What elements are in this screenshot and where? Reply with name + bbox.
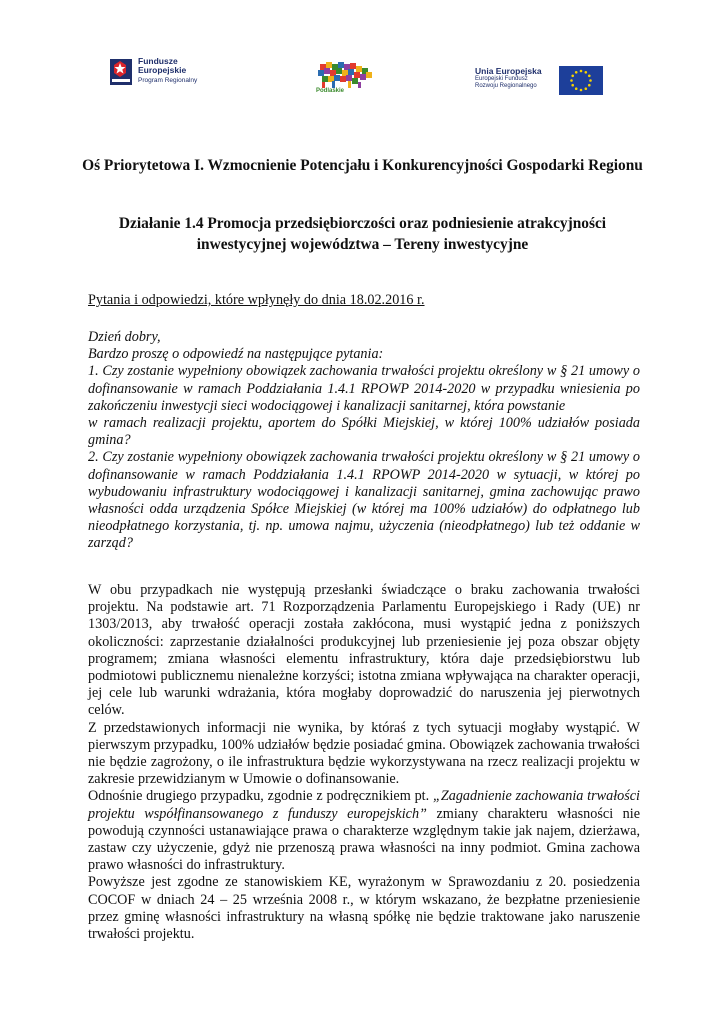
question-1-part1: 1. Czy zostanie wypełniony obowiązek zachowania trwałości projektu określony w § 21 umowy o dofinansowanie w ramach Poddziałania 1.4.1 RPOWP 2014-2020 w przypadku wniesienia po zakończeniu inwestycji sieci wodociągowej i kanalizacji sanitarnej, która powstanie — [88, 363, 640, 414]
answer-p3-after: zmiany charakteru własności nie powodują czynności ustanawiające prawa o charakterze względnym takie jak najem, dzierżawa, zastaw czy użyczenie, gdyż nie przenoszą prawa własności na inny podmiot. Gmina zachowa prawo własności do infrastruktury. — [88, 805, 640, 874]
fe-line3: Program Regionalny — [138, 77, 198, 84]
action-title: Działanie 1.4 Promocja przedsiębiorczości oraz podniesienie atrakcyjności inwestycyjnej województwa – Tereny inwestycyjne — [118, 215, 607, 253]
fe-logo-text — [138, 57, 197, 85]
answer-paragraph-3 — [88, 788, 640, 874]
fe-star-icon — [108, 57, 134, 87]
eu-flag-icon — [559, 66, 603, 95]
eu-line3: Rozwoju Regionalnego — [475, 83, 537, 89]
priority-axis-title: Oś Priorytetowa I. Wzmocnienie Potencjału i Konkurencyjności Gospodarki Regionu — [82, 157, 643, 174]
answer-paragraph-4: Powyższe jest zgodne ze stanowiskiem KE, wyrażonym w Sprawozdaniu z 20. posiedzenia COCOF w dniach 24 – 25 września 2008 r., w którym wskazano, że bezpłatne przeniesienie przez gminę własności infrastruktury na własną spółkę nie będzie traktowane jako naruszenie trwałości projektu. — [88, 874, 640, 943]
eu-line2: Europejski Fundusz — [475, 76, 528, 82]
question-2: 2. Czy zostanie wypełniony obowiązek zachowania trwałości projektu określony w § 21 umowy o dofinansowanie w ramach Poddziałania 1.4.1 RPOWP 2014-2020 w sytuacji, w której po wybudowaniu infrastruktury wodociągowej i kanalizacji sanitarnej, gmina zachowując prawo własności odda urządzenia Spółce Miejskiej (w której ma 100% udziałów) do odpłatnego lub nieodpłatnego korzystania, tj. np. umowa najmu, użyczenia (nieodpłatnego) lub też oddanie w zarząd? — [88, 449, 640, 552]
handbook-title: „Zagadnienie zachowania trwałości projektu współfinansowanego z funduszy europejskich” — [88, 788, 640, 822]
unia-europejska-logo — [475, 66, 605, 96]
eu-logo-text — [475, 66, 542, 90]
logo-header — [0, 0, 725, 110]
fe-line1: Fundusze — [138, 56, 178, 66]
question-greeting: Dzień dobry, — [88, 329, 161, 345]
answer-p3-before: Odnośnie drugiego przypadku, zgodnie z podręcznikiem pt. — [88, 788, 433, 805]
podlaskie-logo — [312, 60, 380, 100]
answer-paragraph-1: W obu przypadkach nie występują przesłanki świadczące o braku zachowania trwałości projektu. Na podstawie art. 71 Rozporządzenia Parlamentu Europejskiego i Rady (UE) nr 1303/2013, aby trwałość operacji została zakłócona, musi wystąpić jedna z poniższych okoliczności: zaprzestanie działalności produkcyjnej lub przeniesienie jej poza obszar objęty programem; zmiana własności elementu infrastruktury, która daje przedsiębiorstwu lub podmiotowi publicznemu nienależne korzyści; istotna zmiana wpływająca na charakter operacji, jej cele lub warunki wdrażania, która mogłaby doprowadzić do naruszenia jej pierwotnych celów. — [88, 582, 640, 719]
question-1-part2: w ramach realizacji projektu, aportem do Spółki Miejskiej, w której 100% udziałów posiada gmina? — [88, 415, 640, 449]
question-request: Bardzo proszę o odpowiedź na następujące pytania: — [88, 346, 384, 363]
answer-section — [88, 582, 640, 943]
eu-line1: Unia Europejska — [475, 66, 542, 76]
fe-line2: Europejskie — [138, 65, 187, 75]
fundusze-europejskie-logo — [108, 57, 228, 97]
podlaskie-bison-icon — [312, 60, 380, 90]
qa-date-heading: Pytania i odpowiedzi, które wpłynęły do dnia 18.02.2016 r. — [88, 292, 425, 308]
question-section — [88, 329, 640, 553]
podlaskie-label: Podlaskie — [316, 88, 345, 94]
answer-paragraph-2: Z przedstawionych informacji nie wynika, by któraś z tych sytuacji mogłaby wystąpić. W pierwszym przypadku, 100% udziałów będzie posiadać gmina. Obowiązek zachowania trwałości nie będzie zagrożony, o ile infrastruktura będzie wykorzystywana na rzecz realizacji projektu w zakresie przewidzianym w Umowie o dofinansowanie. — [88, 719, 640, 788]
